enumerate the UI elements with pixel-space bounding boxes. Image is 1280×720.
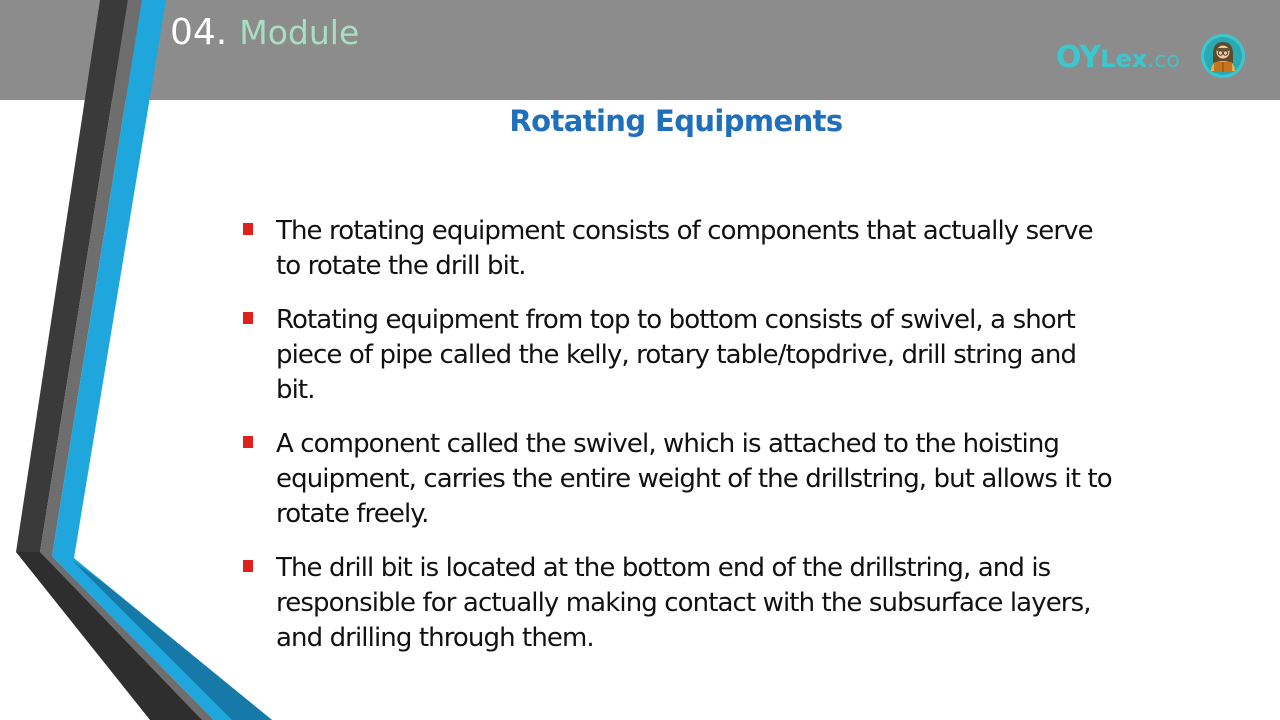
bullet-item xyxy=(240,303,1120,408)
square-bullet-icon xyxy=(243,560,253,572)
logo-part-co: .co xyxy=(1147,47,1180,73)
bullet-item xyxy=(240,427,1120,532)
square-bullet-icon xyxy=(243,312,253,324)
bullet-item xyxy=(240,551,1120,656)
bullet-text: The rotating equipment consists of components that actually serve to rotate the drill bit. xyxy=(276,216,1093,281)
bullet-text: The drill bit is located at the bottom end of the drillstring, and is responsible for actually making contact with the subsurface layers, and drilling through them. xyxy=(276,553,1091,653)
logo-part-lex: Lex xyxy=(1100,44,1148,73)
logo-part-oy: OY xyxy=(1056,39,1101,75)
reader-avatar-icon xyxy=(1200,33,1246,79)
module-number: 04. xyxy=(170,12,228,53)
module-heading xyxy=(170,12,359,62)
square-bullet-icon xyxy=(243,436,253,448)
slide-title: Rotating Equipments xyxy=(509,104,843,138)
square-bullet-icon xyxy=(243,223,253,235)
brand-logo xyxy=(1056,32,1252,82)
bullet-item xyxy=(240,214,1120,284)
module-label: Module xyxy=(239,13,360,52)
bullet-list xyxy=(240,214,1120,675)
brand-logo-text xyxy=(1056,40,1180,75)
bullet-text: Rotating equipment from top to bottom consists of swivel, a short piece of pipe called the kelly, rotary table/topdrive, drill string and bit. xyxy=(276,305,1077,405)
bullet-text: A component called the swivel, which is attached to the hoisting equipment, carries the entire weight of the drillstring, but allows it to rotate freely. xyxy=(276,429,1112,529)
